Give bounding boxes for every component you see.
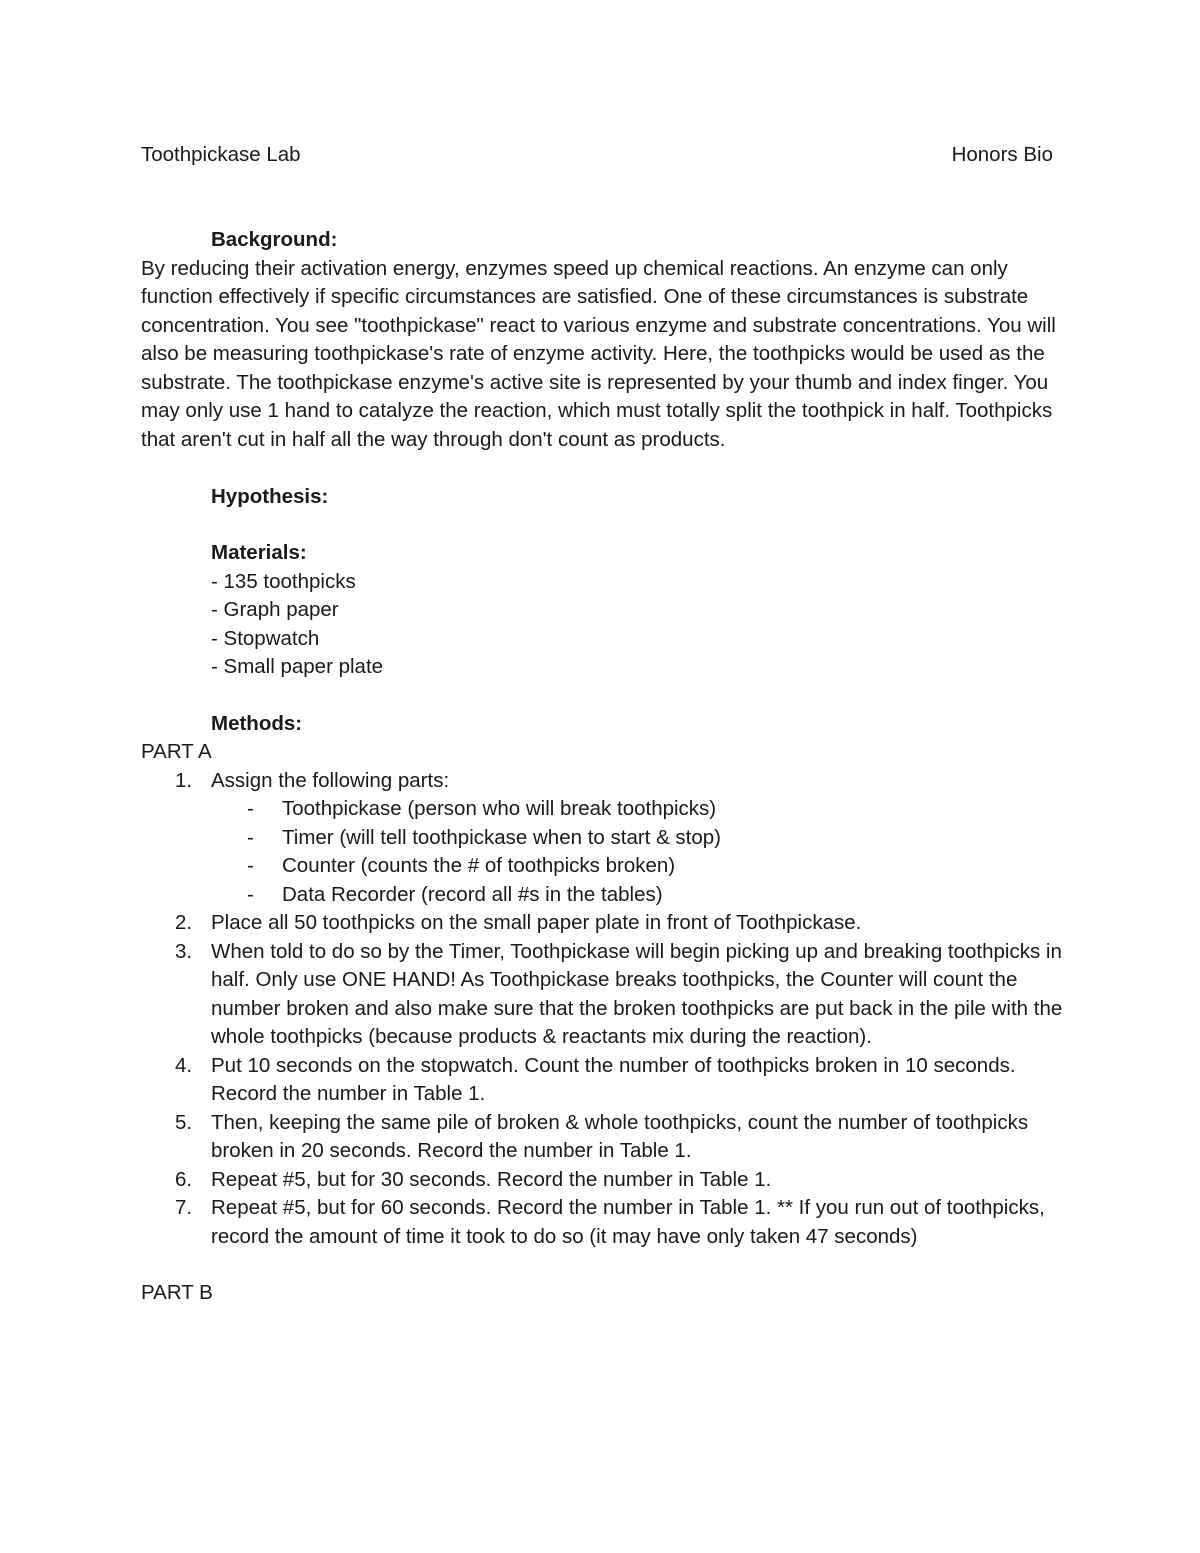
role-text: Timer (will tell toothpickase when to start & stop)	[282, 825, 722, 849]
role-text: Data Recorder (record all #s in the tables)	[282, 882, 663, 906]
role-text: Toothpickase (person who will break toothpicks)	[282, 797, 717, 820]
part-b-label: PART B	[141, 1281, 213, 1304]
step-number: 5.	[175, 1110, 193, 1134]
materials-item: - 135 toothpicks	[211, 569, 356, 593]
step-number: 3.	[175, 939, 193, 963]
method-step	[141, 1109, 1066, 1166]
step-number: 2.	[175, 911, 193, 934]
header-title: Toothpickase Lab	[141, 143, 301, 166]
step-text: Place all 50 toothpicks on the small paper plate in front of Toothpickase.	[211, 911, 862, 934]
roles-list	[211, 795, 1066, 909]
step-text: When told to do so by the Timer, Toothpickase will begin picking up and breaking toothpicks in half. Only use ONE HAND! As Toothpickase breaks toothpicks, the Counter will count the number broken and also make sure that the broken toothpicks are put back in the pile with the whole toothpicks (because products & reactants mix during the reaction).	[211, 939, 1063, 1048]
background-paragraph: By reducing their activation energy, enzymes speed up chemical reactions. An enzyme can only function effectively if specific circumstances are satisfied. One of these circumstances is substrate concentration. You see "toothpickase" react to various enzyme and substrate concentrations. You will also be measuring toothpickase's rate of enzyme activity. Here, the toothpicks would be used as the substrate. The toothpickase enzyme's active site is represented by your thumb and index finger. You may only use 1 hand to catalyze the reaction, which must totally split the toothpick in half. Toothpicks that aren't cut in half all the way through don't count as products.	[141, 256, 1056, 451]
role-item: - Data Recorder (record all #s in the tables)	[247, 882, 663, 906]
step-text: Then, keeping the same pile of broken & whole toothpicks, count the number of toothpicks broken in 20 seconds. Record the number in Table 1.	[211, 1110, 1029, 1162]
role-text: Counter (counts the # of toothpicks broken)	[282, 854, 676, 877]
document-header	[141, 141, 1053, 169]
step-text: Repeat #5, but for 60 seconds. Record the number in Table 1. ** If you run out of toothpicks, record the amount of time it took to do so (it may have only taken 47 seconds)	[211, 1196, 1045, 1248]
role-item: - Counter (counts the # of toothpicks broken)	[247, 854, 676, 877]
methods-heading: Methods:	[211, 711, 303, 735]
method-step	[141, 909, 1066, 938]
step-text: Put 10 seconds on the stopwatch. Count the number of toothpicks broken in 10 seconds. Record the number in Table 1.	[211, 1053, 1016, 1105]
step-number: 4.	[175, 1053, 193, 1077]
step-text: Assign the following parts:	[211, 768, 450, 792]
materials-list	[211, 568, 1066, 682]
materials-item: - Small paper plate	[211, 655, 384, 678]
role-item: - Timer (will tell toothpickase when to start & stop)	[247, 825, 722, 849]
step-number: 1.	[175, 768, 193, 792]
materials-item: - Graph paper	[211, 598, 339, 621]
step-number: 7.	[175, 1196, 193, 1219]
role-item: - Toothpickase (person who will break toothpicks)	[247, 797, 717, 820]
method-step	[141, 1052, 1066, 1109]
method-step	[141, 1166, 1066, 1195]
background-heading: Background:	[211, 228, 338, 251]
step-text: Repeat #5, but for 30 seconds. Record the number in Table 1.	[211, 1167, 772, 1191]
document-body	[141, 226, 1066, 1308]
hypothesis-heading: Hypothesis:	[211, 484, 329, 508]
method-step	[141, 938, 1066, 1052]
methods-steps	[141, 767, 1066, 1252]
method-step	[141, 767, 1066, 910]
header-course: Honors Bio	[951, 143, 1053, 166]
materials-item: - Stopwatch	[211, 626, 320, 650]
materials-heading: Materials:	[211, 541, 307, 564]
step-number: 6.	[175, 1167, 193, 1191]
method-step	[141, 1194, 1066, 1251]
part-a-label: PART A	[141, 740, 212, 763]
